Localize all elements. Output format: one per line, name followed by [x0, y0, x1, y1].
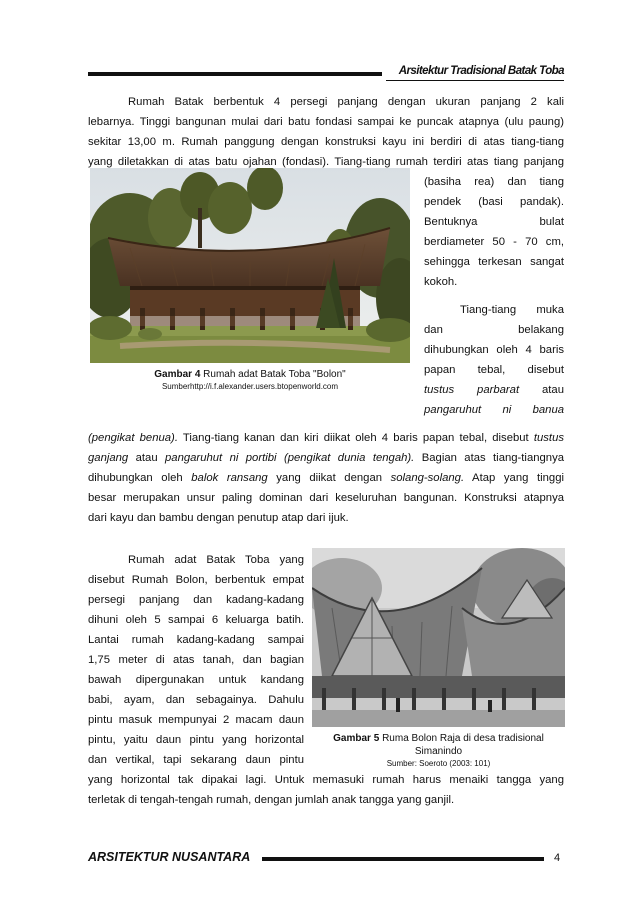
text-line: dihuni oleh 5 sampai 6 keluarga batih. [88, 614, 304, 626]
paragraph-intro [88, 92, 564, 172]
text-line: bawah dipergunakan untuk kandang [88, 674, 304, 686]
text-line: dan belakang [424, 324, 564, 336]
paragraph-rumah-bolon-continued [88, 770, 564, 810]
figure-5-caption [312, 732, 565, 770]
text-line: ganjang atau pangaruhut ni portibi (pengikat dunia tengah). Bagian atas tiang-tiangnya [88, 452, 565, 464]
text-line: disebut Rumah Bolon, berbentuk empat [88, 574, 304, 586]
figure-5-title: Ruma Bolon Raja di desa tradisional Simanindo [379, 733, 544, 757]
text-line: babi, ayam, dan sebagainya. Dahulu [88, 694, 304, 706]
figure-5-photo [312, 548, 565, 727]
text-line: papan tebal, disebut [424, 364, 564, 376]
ruma-bolon-raja-photo [312, 548, 565, 727]
text-line: dihubungkan oleh balok ransang yang diikat dengan solang-solang. Atap yang tinggi [88, 472, 564, 484]
text-line: pendek (basi pandak). [424, 196, 564, 208]
header-underline [386, 80, 564, 81]
text-line: lebarnya. Tinggi bangunan mulai dari batu fondasi sampai ke puncak atapnya (ulu paung) [88, 116, 564, 128]
running-header-title: Arsitektur Tradisional Batak Toba [398, 65, 564, 77]
figure-4-photo [90, 168, 410, 363]
text-line: yang horizontal tak dipakai lagi. Untuk memasuki rumah harus menaiki tangga yang [88, 774, 564, 786]
text-line: yang diletakkan di atas batu ojahan (fondasi). Tiang-tiang rumah terdiri atas tiang panjang [88, 156, 564, 168]
text-line: sehingga terkesan sangat [424, 256, 564, 268]
text-line: (pengikat benua). Tiang-tiang kanan dan kiri diikat oleh 4 baris papan tebal, disebut tustus [88, 432, 564, 444]
footer-title: ARSITEKTUR NUSANTARA [88, 850, 251, 864]
text-line: Bentuknya bulat [424, 216, 564, 228]
text-line: persegi panjang dan kadang-kadang [88, 594, 304, 606]
side-column-text [424, 172, 564, 420]
text-line: kokoh. [424, 276, 458, 288]
figure-4-source: Sumberhttp://i.f.alexander.users.btopenworld.com [161, 382, 339, 391]
paragraph-structure [88, 428, 564, 528]
figure-4-title: Rumah adat Batak Toba "Bolon" [200, 369, 346, 380]
text-line: dari kayu dan bambu dengan penutup atap dari ijuk. [88, 512, 349, 524]
batak-house-photo [90, 168, 410, 363]
text-line: pintu masuk mempunyai 2 macam daun [88, 714, 304, 726]
figure-4-label: Gambar 4 [154, 369, 201, 380]
text-line: Rumah Batak berbentuk 4 persegi panjang dengan ukuran panjang 2 kali [128, 96, 564, 108]
text-line: (basiha rea) dan tiang [424, 176, 564, 188]
figure-5-source: Sumber: Soeroto (2003: 101) [386, 759, 491, 768]
header-rule [88, 72, 382, 76]
text-line: 1,75 meter di atas tanah, dan bagian [88, 654, 304, 666]
footer-rule [262, 857, 544, 861]
text-line: Rumah adat Batak Toba yang [128, 554, 304, 566]
text-line: besar merupakan unsur paling dominan dari keseluruhan bangunan. Konstruksi atapnya [88, 492, 564, 504]
paragraph-rumah-bolon [88, 550, 304, 770]
text-line: pintu, yaitu daun pintu yang horizontal [88, 734, 304, 746]
text-line: Lantai rumah kadang-kadang sampai [88, 634, 304, 646]
text-line: berdiameter 50 - 70 cm, [424, 236, 564, 248]
page-number: 4 [554, 852, 561, 864]
text-line: Tiang-tiang muka [460, 304, 564, 316]
text-line: dan vertikal, tapi sekarang daun pintu [88, 754, 304, 766]
figure-4-caption [90, 368, 410, 392]
text-line: dihubungkan oleh 4 baris [424, 344, 564, 356]
text-line: terletak di tengah-tengah rumah, dengan jumlah anak tangga yang ganjil. [88, 794, 455, 806]
text-line: tustus parbarat atau [424, 384, 564, 396]
text-line: pangaruhut ni banua [424, 404, 565, 416]
text-line: sekitar 13,00 m. Rumah panggung dengan konstruksi kayu ini berdiri di atas tiang-tiang [88, 136, 564, 148]
figure-5-label: Gambar 5 [333, 733, 380, 744]
